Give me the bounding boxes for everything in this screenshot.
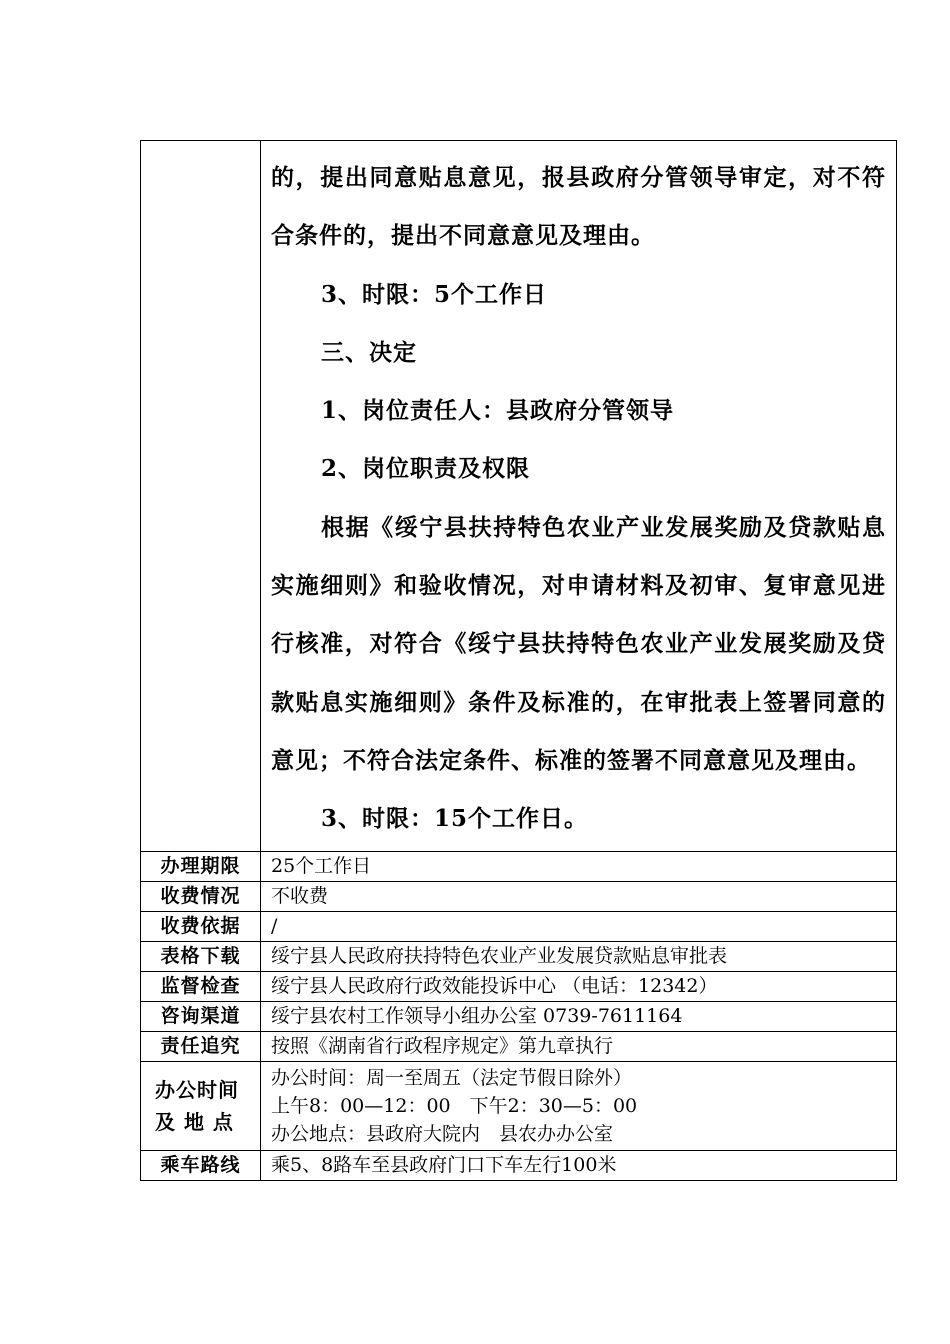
- procedure-text-cell: [261, 141, 897, 852]
- office-row: [141, 1061, 897, 1150]
- row-label: 责任追究: [141, 1031, 261, 1061]
- form-download-value: 绥宁县人民政府扶持特色农业产业发展贷款贴息审批表: [261, 941, 897, 971]
- office-location-line: 办公地点：县政府大院内 县农办办公室: [271, 1122, 614, 1145]
- service-guide-table: [140, 140, 897, 1181]
- row-label: 乘车路线: [141, 1150, 261, 1180]
- row-value: 绥宁县农村工作领导小组办公室 0739-7611164: [261, 1001, 897, 1031]
- row-label: 表格下载: [141, 941, 261, 971]
- row-value: /: [261, 911, 897, 941]
- table-row: [141, 911, 897, 941]
- row-value: 绥宁县人民政府行政效能投诉中心 （电话：12342）: [261, 971, 897, 1001]
- table-row: [141, 1001, 897, 1031]
- office-value: [261, 1061, 897, 1150]
- office-label: [141, 1061, 261, 1150]
- procedure-paragraph: 根据《绥宁县扶持特色农业产业发展奖励及贷款贴息实施细则》和验收情况，对申请材料及初审、复审意见进行核准，对符合《绥宁县扶持特色农业产业发展奖励及贷款贴息实施细则》条件及标准的，在审批表上签署同意的意见；不符合法定条件、标准的签署不同意意见及理由。: [271, 513, 886, 774]
- table-row: [141, 1150, 897, 1180]
- procedure-label-cell: [141, 141, 261, 852]
- procedure-row: [141, 141, 897, 852]
- row-value: 不收费: [261, 881, 897, 911]
- table-row: [141, 851, 897, 881]
- procedure-paragraph: 2、岗位职责及权限: [321, 455, 531, 483]
- row-label: 咨询渠道: [141, 1001, 261, 1031]
- office-label-line: 办公时间: [155, 1077, 239, 1102]
- row-label: 收费依据: [141, 911, 261, 941]
- row-value: 25个工作日: [261, 851, 897, 881]
- row-label: 办理期限: [141, 851, 261, 881]
- procedure-section-heading: 三、决定: [321, 338, 417, 366]
- route-value: 乘5、8路车至县政府门口下车左行100米: [261, 1150, 897, 1180]
- row-label: 监督检查: [141, 971, 261, 1001]
- procedure-paragraph: 1、岗位责任人：县政府分管领导: [321, 397, 675, 425]
- procedure-paragraph: 3、时限：5个工作日: [321, 280, 548, 308]
- procedure-paragraph: 3、时限：15个工作日。: [321, 805, 589, 833]
- table-row: [141, 971, 897, 1001]
- table-row: [141, 1031, 897, 1061]
- row-value: 按照《湖南省行政程序规定》第九章执行: [261, 1031, 897, 1061]
- office-label-line: 及 地 点: [155, 1109, 234, 1134]
- table-row: [141, 881, 897, 911]
- table-row: [141, 941, 897, 971]
- office-hours-line: 办公时间：周一至周五（法定节假日除外）: [271, 1066, 633, 1089]
- procedure-paragraph: 的，提出同意贴息意见，报县政府分管领导审定，对不符合条件的，提出不同意意见及理由。: [271, 164, 886, 250]
- office-hours-line: 上午8：00—12：00 下午2：30—5：00: [271, 1094, 638, 1117]
- row-label: 收费情况: [141, 881, 261, 911]
